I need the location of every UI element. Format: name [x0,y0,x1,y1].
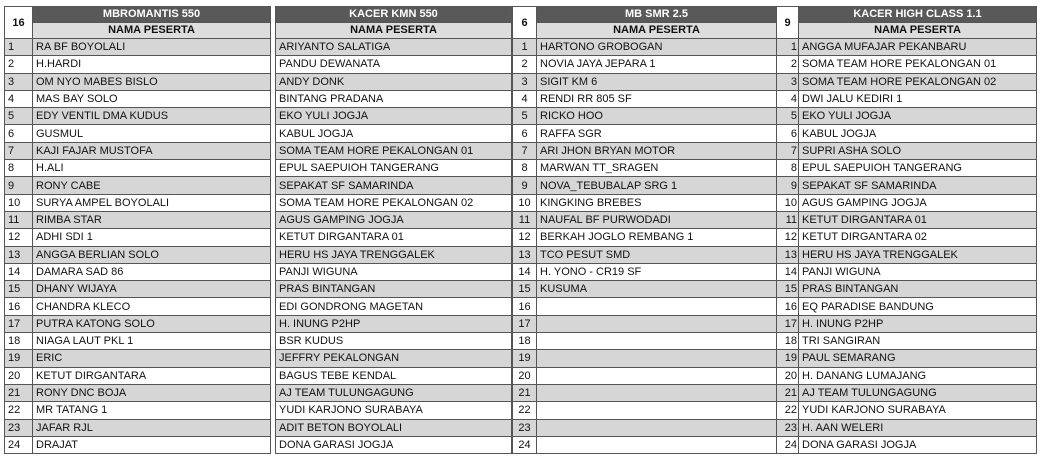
participant-name: KETUT DIRGANTARA 01 [799,211,1037,228]
row-number: 10 [5,194,33,211]
table-row [276,56,512,73]
table-row [513,315,777,332]
participant-name: CHANDRA KLECO [33,298,271,315]
participant-name: DONA GARASI JOGJA [799,436,1037,453]
row-number: 6 [777,125,799,142]
participant-name: PRAS BINTANGAN [799,281,1037,298]
table-row [276,367,512,384]
group-number: 9 [777,7,799,39]
participant-name: TRI SANGIRAN [799,333,1037,350]
participant-name: EDY VENTIL DMA KUDUS [33,108,271,125]
row-number: 3 [513,73,537,90]
participant-name: RA BF BOYOLALI [33,39,271,56]
group-number: 6 [513,7,537,39]
table-row [513,229,777,246]
participant-name: PANDU DEWANATA [276,56,512,73]
row-number: 8 [513,160,537,177]
row-number: 23 [5,419,33,436]
table-row [777,246,1037,263]
participant-name: RONY DNC BOJA [33,384,271,401]
table-row [276,263,512,280]
table-row [5,56,271,73]
participant-name: KETUT DIRGANTARA 01 [276,229,512,246]
row-number: 14 [777,263,799,280]
table-row [513,108,777,125]
table-row [777,333,1037,350]
table-row [513,56,777,73]
participant-name: EPUL SAEPUIOH TANGERANG [799,160,1037,177]
participant-name: H. DANANG LUMAJANG [799,367,1037,384]
table-row [777,263,1037,280]
row-number: 12 [5,229,33,246]
row-number: 23 [513,419,537,436]
table-row [777,298,1037,315]
row-number: 16 [777,298,799,315]
group-number: 16 [5,7,33,39]
participant-name: RIMBA STAR [33,211,271,228]
table-row [513,384,777,401]
table-row [777,419,1037,436]
table-row [5,281,271,298]
participant-name: SEPAKAT SF SAMARINDA [276,177,512,194]
table-row [777,108,1037,125]
table-title: KACER HIGH CLASS 1.1 [799,7,1037,23]
row-number: 11 [513,211,537,228]
participant-name: ANGGA BERLIAN SOLO [33,246,271,263]
column-header: NAMA PESERTA [537,23,777,39]
participant-name: HERU HS JAYA TRENGGALEK [799,246,1037,263]
table-row [777,436,1037,453]
participant-name: PANJI WIGUNA [799,263,1037,280]
table-row [5,333,271,350]
row-number: 16 [513,298,537,315]
table-row [276,90,512,107]
row-number: 10 [513,194,537,211]
row-number: 13 [777,246,799,263]
table-row [5,263,271,280]
participant-name [537,384,777,401]
participant-name: MARWAN TT_SRAGEN [537,160,777,177]
table-row [513,177,777,194]
row-number: 7 [5,142,33,159]
table-row [513,211,777,228]
table-row [276,142,512,159]
table-row [5,39,271,56]
table-row [276,73,512,90]
table-row [276,160,512,177]
table-row [777,56,1037,73]
table-row [777,160,1037,177]
participant-name: JAFAR RJL [33,419,271,436]
column-header: NAMA PESERTA [33,23,271,39]
row-number: 1 [513,39,537,56]
table-row [276,246,512,263]
participant-name: ARIYANTO SALATIGA [276,39,512,56]
row-number: 22 [513,402,537,419]
row-number: 15 [513,281,537,298]
row-number: 2 [513,56,537,73]
table-row [513,73,777,90]
row-number: 7 [777,142,799,159]
table-row [513,367,777,384]
participant-name: AJ TEAM TULUNGAGUNG [276,384,512,401]
table-row [513,142,777,159]
table-row [5,90,271,107]
table-row [777,367,1037,384]
table-row [5,229,271,246]
row-number: 20 [5,367,33,384]
row-number: 19 [513,350,537,367]
row-number: 13 [5,246,33,263]
table-row [276,194,512,211]
participant-name: KUSUMA [537,281,777,298]
table-kacer-high-class [776,6,1037,454]
column-header: NAMA PESERTA [799,23,1037,39]
table-row [5,298,271,315]
row-number: 23 [777,419,799,436]
participant-name: EDI GONDRONG MAGETAN [276,298,512,315]
participant-name: SUPRI ASHA SOLO [799,142,1037,159]
table-row [513,246,777,263]
table-row [777,125,1037,142]
table-row [276,436,512,453]
row-number: 11 [5,211,33,228]
row-number: 3 [777,73,799,90]
participant-name [537,367,777,384]
participant-name: NIAGA LAUT PKL 1 [33,333,271,350]
participant-name: SURYA AMPEL BOYOLALI [33,194,271,211]
participant-name: DONA GARASI JOGJA [276,436,512,453]
row-number: 8 [777,160,799,177]
row-number: 2 [5,56,33,73]
participant-name: AGUS GAMPING JOGJA [799,194,1037,211]
row-number: 4 [513,90,537,107]
table-row [777,384,1037,401]
participant-name [537,315,777,332]
table-row [276,177,512,194]
table-row [276,350,512,367]
row-number: 10 [777,194,799,211]
participant-name [537,436,777,453]
row-number: 21 [777,384,799,401]
row-number: 24 [777,436,799,453]
row-number: 18 [5,333,33,350]
participant-name: H. INUNG P2HP [799,315,1037,332]
participant-name: DRAJAT [33,436,271,453]
participant-name: TCO PESUT SMD [537,246,777,263]
table-mb-smr [512,6,777,454]
table-row [513,194,777,211]
table-row [276,211,512,228]
participant-name: DHANY WIJAYA [33,281,271,298]
row-number: 13 [513,246,537,263]
participant-name: NAUFAL BF PURWODADI [537,211,777,228]
row-number: 17 [513,315,537,332]
row-number: 24 [5,436,33,453]
participant-name: BAGUS TEBE KENDAL [276,367,512,384]
participant-name: ERIC [33,350,271,367]
table-row [513,281,777,298]
participant-name: KABUL JOGJA [799,125,1037,142]
participant-name: KABUL JOGJA [276,125,512,142]
row-number: 21 [513,384,537,401]
row-number: 5 [5,108,33,125]
participant-name: ANGGA MUFAJAR PEKANBARU [799,39,1037,56]
row-number: 6 [5,125,33,142]
row-number: 20 [513,367,537,384]
table-row [513,333,777,350]
table-row [777,229,1037,246]
participant-name: RICKO HOO [537,108,777,125]
row-number: 20 [777,367,799,384]
participant-name: NOVIA JAYA JEPARA 1 [537,56,777,73]
row-number: 19 [777,350,799,367]
table-row [777,194,1037,211]
row-number: 6 [513,125,537,142]
table-row [5,125,271,142]
table-row [513,419,777,436]
row-number: 15 [5,281,33,298]
table-row [5,177,271,194]
participant-name [537,419,777,436]
table-row [276,108,512,125]
participant-name: H. YONO - CR19 SF [537,263,777,280]
participant-name: DWI JALU KEDIRI 1 [799,90,1037,107]
participant-name: AJ TEAM TULUNGAGUNG [799,384,1037,401]
participant-name: KINGKING BREBES [537,194,777,211]
table-row [777,142,1037,159]
participant-name: EQ PARADISE BANDUNG [799,298,1037,315]
participant-name: HARTONO GROBOGAN [537,39,777,56]
table-row [5,73,271,90]
table-row [777,402,1037,419]
participant-name: AGUS GAMPING JOGJA [276,211,512,228]
table-row [5,194,271,211]
table-row [5,367,271,384]
row-number: 9 [5,177,33,194]
row-number: 1 [777,39,799,56]
participant-name: H. AAN WELERI [799,419,1037,436]
participant-name: SEPAKAT SF SAMARINDA [799,177,1037,194]
row-number: 9 [777,177,799,194]
table-row [777,315,1037,332]
participant-name: YUDI KARJONO SURABAYA [276,402,512,419]
participant-name: KAJI FAJAR MUSTOFA [33,142,271,159]
participant-name: JEFFRY PEKALONGAN [276,350,512,367]
participant-name: SOMA TEAM HORE PEKALONGAN 01 [276,142,512,159]
participant-name: BINTANG PRADANA [276,90,512,107]
table-row [5,419,271,436]
participant-name: BSR KUDUS [276,333,512,350]
row-number: 17 [777,315,799,332]
table-row [777,281,1037,298]
participant-name: SIGIT KM 6 [537,73,777,90]
row-number: 15 [777,281,799,298]
row-number: 1 [5,39,33,56]
participant-name: RENDI RR 805 SF [537,90,777,107]
participant-name: OM NYO MABES BISLO [33,73,271,90]
row-number: 9 [513,177,537,194]
participant-name: ANDY DONK [276,73,512,90]
table-row [513,160,777,177]
column-header: NAMA PESERTA [276,23,512,39]
participant-name: MAS BAY SOLO [33,90,271,107]
row-number: 21 [5,384,33,401]
participant-name: MR TATANG 1 [33,402,271,419]
table-row [5,142,271,159]
table-row [777,177,1037,194]
table-row [5,160,271,177]
table-row [276,402,512,419]
participant-name: EKO YULI JOGJA [276,108,512,125]
row-number: 22 [5,402,33,419]
table-row [276,298,512,315]
table-row [513,350,777,367]
participant-name: SOMA TEAM HORE PEKALONGAN 02 [276,194,512,211]
participant-name: PAUL SEMARANG [799,350,1037,367]
table-title: MB SMR 2.5 [537,7,777,23]
participant-name: SOMA TEAM HORE PEKALONGAN 02 [799,73,1037,90]
row-number: 5 [777,108,799,125]
table-row [777,39,1037,56]
participant-name: YUDI KARJONO SURABAYA [799,402,1037,419]
table-row [513,436,777,453]
table-row [777,90,1037,107]
participant-name [537,333,777,350]
participant-name: ADIT BETON BOYOLALI [276,419,512,436]
participant-name: PUTRA KATONG SOLO [33,315,271,332]
table-row [5,211,271,228]
row-number: 17 [5,315,33,332]
participant-name: HERU HS JAYA TRENGGALEK [276,246,512,263]
table-row [5,315,271,332]
row-number: 3 [5,73,33,90]
table-row [5,350,271,367]
table-row [513,402,777,419]
row-number: 18 [777,333,799,350]
table-row [513,90,777,107]
table-row [513,39,777,56]
table-row [276,125,512,142]
table-row [5,108,271,125]
participant-name: KETUT DIRGANTARA 02 [799,229,1037,246]
table-row [276,229,512,246]
participant-name [537,298,777,315]
participant-name: RAFFA SGR [537,125,777,142]
table-row [276,333,512,350]
participant-name: ARI JHON BRYAN MOTOR [537,142,777,159]
table-row [5,384,271,401]
row-number: 7 [513,142,537,159]
participant-name: PANJI WIGUNA [276,263,512,280]
participant-name: EKO YULI JOGJA [799,108,1037,125]
row-number: 19 [5,350,33,367]
participant-name: EPUL SAEPUIOH TANGERANG [276,160,512,177]
row-number: 4 [5,90,33,107]
row-number: 22 [777,402,799,419]
row-number: 5 [513,108,537,125]
row-number: 12 [513,229,537,246]
participant-name: H. INUNG P2HP [276,315,512,332]
participant-name: GUSMUL [33,125,271,142]
table-row [5,246,271,263]
table-row [276,315,512,332]
table-row [5,436,271,453]
participant-name [537,402,777,419]
table-row [513,125,777,142]
participant-name [537,350,777,367]
row-number: 8 [5,160,33,177]
row-number: 14 [513,263,537,280]
table-row [513,263,777,280]
table-row [276,39,512,56]
table-title: MBROMANTIS 550 [33,7,271,23]
participant-name: H.ALI [33,160,271,177]
participant-name: PRAS BINTANGAN [276,281,512,298]
table-kacer-kmn [275,6,512,454]
table-row [777,350,1037,367]
row-number: 14 [5,263,33,280]
table-row [5,402,271,419]
table-row [777,211,1037,228]
row-number: 4 [777,90,799,107]
participant-name: DAMARA SAD 86 [33,263,271,280]
table-row [513,298,777,315]
participant-name: ADHI SDI 1 [33,229,271,246]
row-number: 11 [777,211,799,228]
participant-name: NOVA_TEBUBALAP SRG 1 [537,177,777,194]
row-number: 16 [5,298,33,315]
row-number: 18 [513,333,537,350]
participant-name: SOMA TEAM HORE PEKALONGAN 01 [799,56,1037,73]
table-mbromantis [4,6,271,454]
row-number: 2 [777,56,799,73]
table-row [276,384,512,401]
row-number: 24 [513,436,537,453]
table-row [276,419,512,436]
participant-name: H.HARDI [33,56,271,73]
participant-name: RONY CABE [33,177,271,194]
row-number: 12 [777,229,799,246]
table-row [777,73,1037,90]
table-title: KACER KMN 550 [276,7,512,23]
participant-name: BERKAH JOGLO REMBANG 1 [537,229,777,246]
participant-name: KETUT DIRGANTARA [33,367,271,384]
table-row [276,281,512,298]
